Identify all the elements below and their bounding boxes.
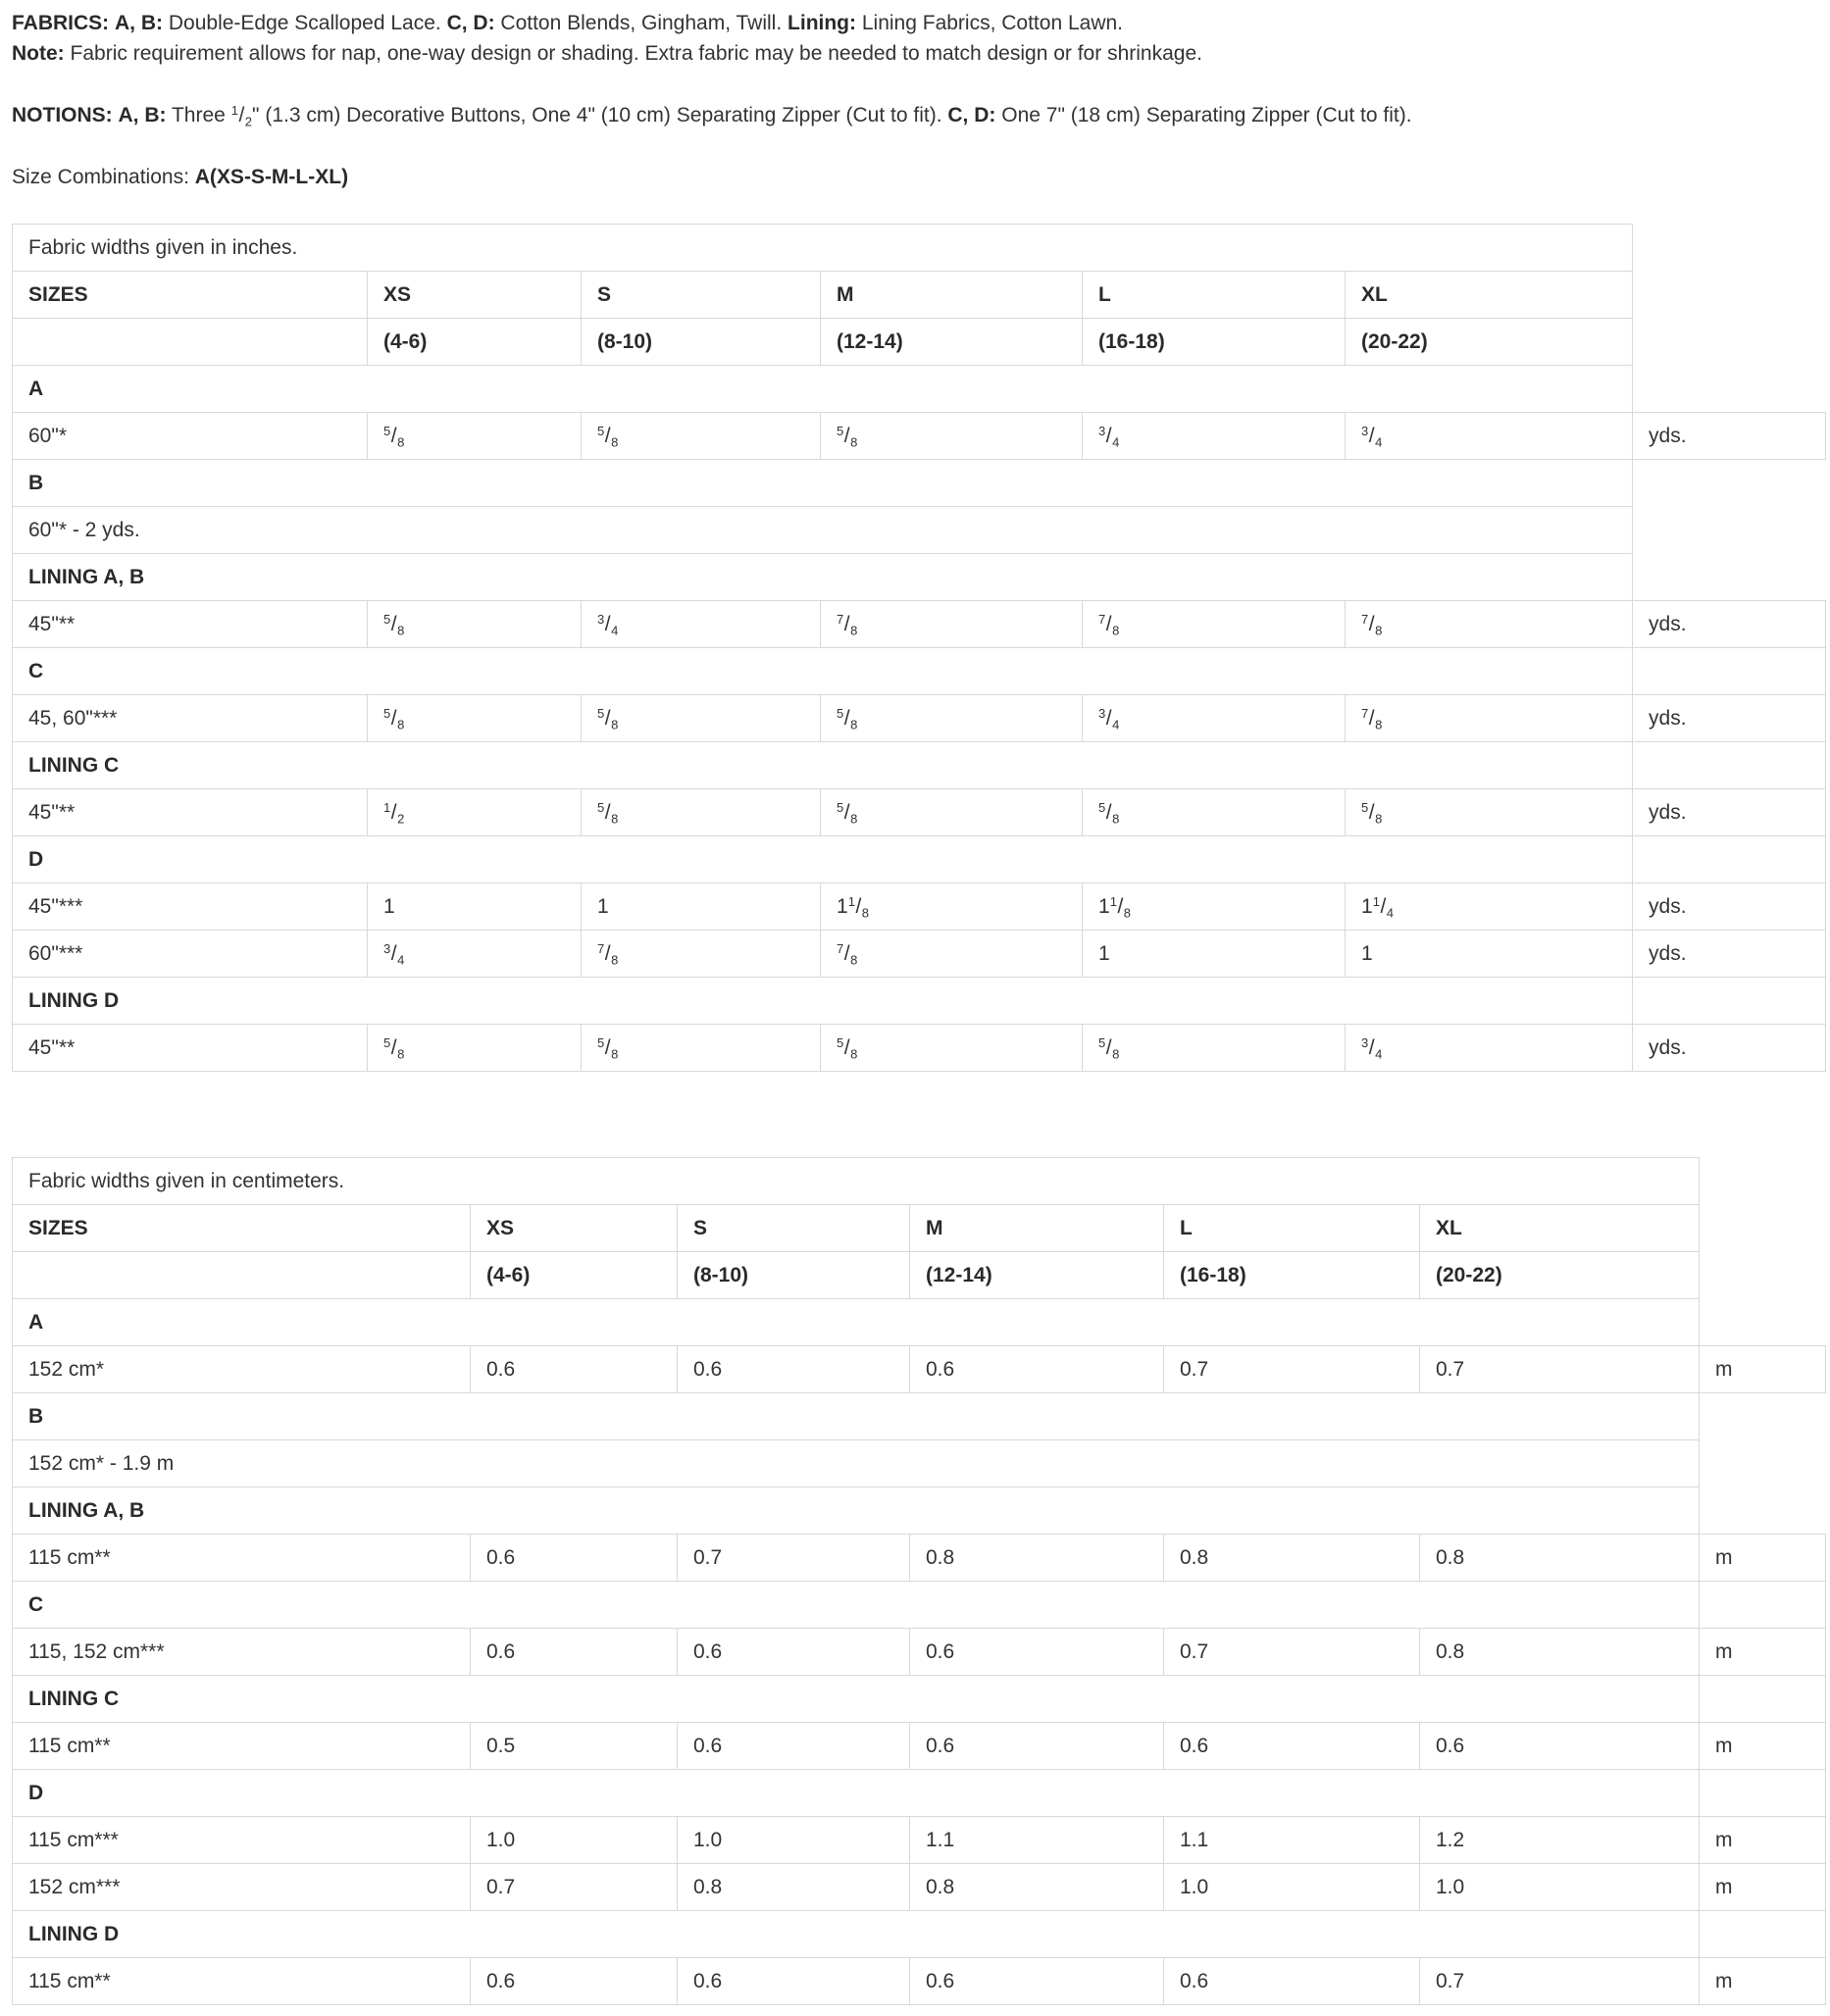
size-header-xs: XS [368,272,582,319]
fraction-value: $^3/_4$ [1361,1034,1383,1062]
notions-ab-label: A, B: [118,104,167,126]
notions-cd: One 7" (18 cm) Separating Zipper (Cut to fit). [1001,104,1412,126]
size-header-xs: XS [471,1205,678,1252]
fabric-width-label: 115 cm** [13,1723,471,1770]
caption-row [13,225,1826,272]
yardage-value-s [582,931,821,978]
fraction-value: $^5/_8$ [1361,799,1383,827]
fabric-width-label: 60"* [13,413,368,460]
yardage-value-m [821,601,1083,648]
yardage-value-m: 0.6 [910,1958,1164,2005]
unit-column-blank [1633,225,1826,413]
caption-row [13,1158,1826,1205]
unit-column-blank [1633,460,1826,601]
unit-column-blank [1700,1393,1826,1535]
view-header-row [13,1299,1826,1346]
unit-label: yds. [1633,883,1826,931]
size-range: (12-14) [821,319,1083,366]
view-header: D [13,836,1633,883]
fabric-width-label: 45"** [13,789,368,836]
unit-label: m [1700,1864,1826,1911]
view-header-row [13,1911,1826,1958]
unit-label: yds. [1633,1025,1826,1072]
yardage-value-xs: 0.6 [471,1629,678,1676]
yardage-value-xs [368,1025,582,1072]
size-range: (16-18) [1083,319,1346,366]
note-label: Note: [12,42,65,65]
size-combinations-value: A(XS-S-M-L-XL) [194,166,349,188]
size-combinations-line [12,162,1816,192]
yardage-value-s: 0.6 [678,1958,910,2005]
yardage-row [13,883,1826,931]
view-header-row [13,366,1826,413]
size-header-s: S [582,272,821,319]
view-header: B [13,460,1633,507]
view-header: B [13,1393,1700,1440]
fraction-value: $^5/_8$ [597,705,619,732]
view-header: C [13,1582,1700,1629]
fabric-width-label: 115 cm** [13,1958,471,2005]
yardage-value-xs [368,695,582,742]
yardage-value-m: 1.1 [910,1817,1164,1864]
size-range: (16-18) [1164,1252,1420,1299]
size-range-spacer [13,319,368,366]
fabric-width-label: 45"*** [13,883,368,931]
yardage-value-xl: 0.7 [1420,1958,1700,2005]
yardage-value-l: 0.8 [1164,1535,1420,1582]
yardage-value-s: 0.6 [678,1723,910,1770]
yardage-value-s: 0.6 [678,1346,910,1393]
fraction-value: $^5/_8$ [1098,799,1120,827]
yardage-value-l [1083,789,1346,836]
yardage-value-l: 0.6 [1164,1958,1420,2005]
yardage-value-xl: 0.7 [1420,1346,1700,1393]
yardage-span-row [13,1440,1826,1487]
yardage-row [13,1025,1826,1072]
notions-line [12,100,1816,130]
size-combinations-label: Size Combinations: [12,166,189,188]
fraction-value: 1 [383,894,395,918]
yardage-value-s: 0.6 [678,1629,910,1676]
notions-ab-pre: Three [171,104,226,126]
size-range-spacer [13,1252,471,1299]
yardage-span-row [13,507,1826,554]
size-range-row [13,319,1826,366]
unit-label: m [1700,1535,1826,1582]
yardage-row [13,1346,1826,1393]
yardage-row [13,1864,1826,1911]
yardage-row [13,931,1826,978]
yardage-value-xl: 0.8 [1420,1535,1700,1582]
yardage-value-xs: 1.0 [471,1817,678,1864]
view-header-row [13,836,1826,883]
view-header: LINING C [13,1676,1700,1723]
unit-column-empty [1633,648,1826,695]
yardage-value-l [1083,931,1346,978]
fabrics-cd-label: C, D: [446,12,495,34]
view-header-row [13,742,1826,789]
yardage-row [13,695,1826,742]
unit-label: m [1700,1817,1826,1864]
yardage-table-centimeters [12,1157,1826,2005]
size-header-m: M [910,1205,1164,1252]
size-range: (4-6) [368,319,582,366]
lining-label: Lining: [788,12,857,34]
yardage-value-l [1083,1025,1346,1072]
view-header-row [13,1770,1826,1817]
view-header-row [13,1582,1826,1629]
unit-column-empty [1700,1770,1826,1817]
yardage-value-xl: 0.6 [1420,1723,1700,1770]
notions-cd-label: C, D: [947,104,996,126]
unit-label: yds. [1633,789,1826,836]
size-range: (4-6) [471,1252,678,1299]
fraction-value: $^3/_4$ [597,611,619,638]
yardage-value-xs: 0.6 [471,1535,678,1582]
yardage-value-l [1083,883,1346,931]
fraction-value: $^1/_2$ [383,799,405,827]
unit-column-empty [1700,1676,1826,1723]
view-header: C [13,648,1633,695]
fabric-width-label: 60"*** [13,931,368,978]
view-header-row [13,554,1826,601]
yardage-value-xl [1346,789,1633,836]
fraction-value: $^3/_4$ [1361,423,1383,450]
fraction-value: $^5/_8$ [837,705,858,732]
size-range: (12-14) [910,1252,1164,1299]
fraction-value: 1 [1098,941,1110,965]
fraction-value: $^3/_4$ [383,940,405,968]
unit-label: yds. [1633,931,1826,978]
yardage-value-m [821,413,1083,460]
yardage-value-m [821,695,1083,742]
yardage-value-s: 0.7 [678,1535,910,1582]
fabric-width-label: 152 cm* [13,1346,471,1393]
unit-column-empty [1700,1911,1826,1958]
yardage-value-xs [368,931,582,978]
yardage-value-xs: 0.5 [471,1723,678,1770]
yardage-value-m: 0.8 [910,1864,1164,1911]
size-range: (8-10) [582,319,821,366]
yardage-value-s [582,789,821,836]
yardage-row [13,413,1826,460]
fraction-value: $^3/_4$ [1098,705,1120,732]
unit-label: yds. [1633,413,1826,460]
fraction-value: $^5/_8$ [597,423,619,450]
sizes-label: SIZES [13,272,368,319]
view-header-row [13,1487,1826,1535]
view-header-row [13,460,1826,507]
fraction-value: $^5/_8$ [1098,1034,1120,1062]
view-header-row [13,978,1826,1025]
fraction-value: $^7/_8$ [1098,611,1120,638]
fraction-value: $^5/_8$ [597,799,619,827]
sizes-row [13,272,1826,319]
unit-column-blank [1700,1158,1826,1346]
yardage-value-m: 0.6 [910,1346,1164,1393]
fabrics-cd: Cotton Blends, Gingham, Twill. [500,12,783,34]
yardage-row [13,1535,1826,1582]
yardage-value-m [821,931,1083,978]
yardage-table-inches [12,224,1826,1072]
yardage-value-s [582,413,821,460]
fabric-width-label: 115 cm*** [13,1817,471,1864]
yardage-value-s [582,1025,821,1072]
yardage-value-l [1083,695,1346,742]
fraction-value: $^5/_8$ [837,799,858,827]
notions-label: NOTIONS: [12,104,113,126]
size-range: (8-10) [678,1252,910,1299]
view-header: LINING A, B [13,1487,1700,1535]
fraction-value: $^5/_8$ [383,611,405,638]
yardage-value-l [1083,413,1346,460]
fabrics-ab-label: A, B: [115,12,164,34]
fraction-value: $^5/_8$ [383,1034,405,1062]
yardage-value-xl [1346,1025,1633,1072]
view-header-row [13,1676,1826,1723]
yardage-value-m [821,1025,1083,1072]
size-range: (20-22) [1346,319,1633,366]
yardage-value-xs: 0.7 [471,1864,678,1911]
view-header: A [13,366,1633,413]
yardage-value-m [821,789,1083,836]
yardage-value-xl [1346,931,1633,978]
yardage-value-xs: 0.6 [471,1958,678,2005]
fraction-value: $^7/_8$ [1361,611,1383,638]
yardage-value-xs: 0.6 [471,1346,678,1393]
size-header-xl: XL [1420,1205,1700,1252]
yardage-value-xl [1346,413,1633,460]
yardage-value-xl [1346,695,1633,742]
view-header: A [13,1299,1700,1346]
yardage-value-xs [368,601,582,648]
yardage-value-l: 1.1 [1164,1817,1420,1864]
sizes-row [13,1205,1826,1252]
yardage-value-xs [368,413,582,460]
fraction-value: $^3/_4$ [1098,423,1120,450]
unit-label: yds. [1633,695,1826,742]
yardage-row [13,1958,1826,2005]
lining-fabrics: Lining Fabrics, Cotton Lawn. [861,12,1123,34]
view-header: LINING D [13,978,1633,1025]
yardage-value-xl: 1.0 [1420,1864,1700,1911]
yardage-value-m [821,883,1083,931]
size-header-s: S [678,1205,910,1252]
notions-ab-post: " (1.3 cm) Decorative Buttons, One 4" (10 cm) Separating Zipper (Cut to fit). [252,104,942,126]
yardage-row [13,601,1826,648]
fraction-value: 1 [597,894,609,918]
yardage-value-m: 0.8 [910,1535,1164,1582]
fabric-width-label: 115, 152 cm*** [13,1629,471,1676]
fraction-value: $^7/_8$ [597,940,619,968]
size-header-m: M [821,272,1083,319]
fraction-value: $1^1/_8$ [1098,893,1132,921]
yardage-value-l: 1.0 [1164,1864,1420,1911]
view-header-row [13,1393,1826,1440]
yardage-value-l [1083,601,1346,648]
yardage-value-l: 0.7 [1164,1629,1420,1676]
view-header: LINING A, B [13,554,1633,601]
yardage-value-s: 0.8 [678,1864,910,1911]
size-header-l: L [1164,1205,1420,1252]
fabric-width-label: 45"** [13,1025,368,1072]
fraction-value: $^5/_8$ [383,705,405,732]
fabric-width-label: 45, 60"*** [13,695,368,742]
fabric-width-label: 45"** [13,601,368,648]
yardage-row [13,789,1826,836]
fabrics-label: FABRICS: [12,12,110,34]
table-caption: Fabric widths given in centimeters. [13,1158,1700,1205]
view-header: LINING D [13,1911,1700,1958]
size-range-row [13,1252,1826,1299]
note-text: Fabric requirement allows for nap, one-way design or shading. Extra fabric may be needed to match design or for shrinkage. [70,42,1202,65]
view-header: D [13,1770,1700,1817]
yardage-value-xl [1346,883,1633,931]
yardage-span-value: 152 cm* - 1.9 m [13,1440,1700,1487]
yardage-value-m: 0.6 [910,1723,1164,1770]
yardage-value-xl: 1.2 [1420,1817,1700,1864]
unit-label: m [1700,1723,1826,1770]
fraction-value: $^1/_2$ [230,102,253,129]
fraction-value: $^5/_8$ [837,1034,858,1062]
unit-label: m [1700,1346,1826,1393]
unit-column-empty [1700,1582,1826,1629]
size-header-l: L [1083,272,1346,319]
fraction-value: $1^1/_4$ [1361,893,1395,921]
yardage-value-s [582,695,821,742]
yardage-value-m: 0.6 [910,1629,1164,1676]
yardage-value-s [582,601,821,648]
yardage-value-l: 0.6 [1164,1723,1420,1770]
note-line [12,38,1816,69]
unit-label: yds. [1633,601,1826,648]
notions-button-size [230,102,253,129]
yardage-row [13,1817,1826,1864]
unit-column-empty [1633,742,1826,789]
fraction-value: $^5/_8$ [837,423,858,450]
fabrics-line [12,8,1816,38]
unit-label: m [1700,1629,1826,1676]
yardage-row [13,1629,1826,1676]
table-caption: Fabric widths given in inches. [13,225,1633,272]
fraction-value: $^5/_8$ [383,423,405,450]
fraction-value: $^5/_8$ [597,1034,619,1062]
fraction-value: $1^1/_8$ [837,893,870,921]
unit-column-empty [1633,978,1826,1025]
fraction-value: $^7/_8$ [837,611,858,638]
fraction-value: $^7/_8$ [1361,705,1383,732]
fraction-value: 1 [1361,941,1373,965]
unit-column-empty [1633,836,1826,883]
fraction-value: $^7/_8$ [837,940,858,968]
size-range: (20-22) [1420,1252,1700,1299]
yardage-value-s: 1.0 [678,1817,910,1864]
yardage-value-l: 0.7 [1164,1346,1420,1393]
yardage-value-xl [1346,601,1633,648]
fabrics-ab: Double-Edge Scalloped Lace. [168,12,441,34]
size-header-xl: XL [1346,272,1633,319]
view-header: LINING C [13,742,1633,789]
view-header-row [13,648,1826,695]
pattern-intro [12,8,1816,192]
yardage-value-xs [368,789,582,836]
yardage-value-xs [368,883,582,931]
unit-label: m [1700,1958,1826,2005]
yardage-value-s [582,883,821,931]
sizes-label: SIZES [13,1205,471,1252]
yardage-value-xl: 0.8 [1420,1629,1700,1676]
yardage-row [13,1723,1826,1770]
fabric-width-label: 152 cm*** [13,1864,471,1911]
fabric-width-label: 115 cm** [13,1535,471,1582]
yardage-span-value: 60"* - 2 yds. [13,507,1633,554]
